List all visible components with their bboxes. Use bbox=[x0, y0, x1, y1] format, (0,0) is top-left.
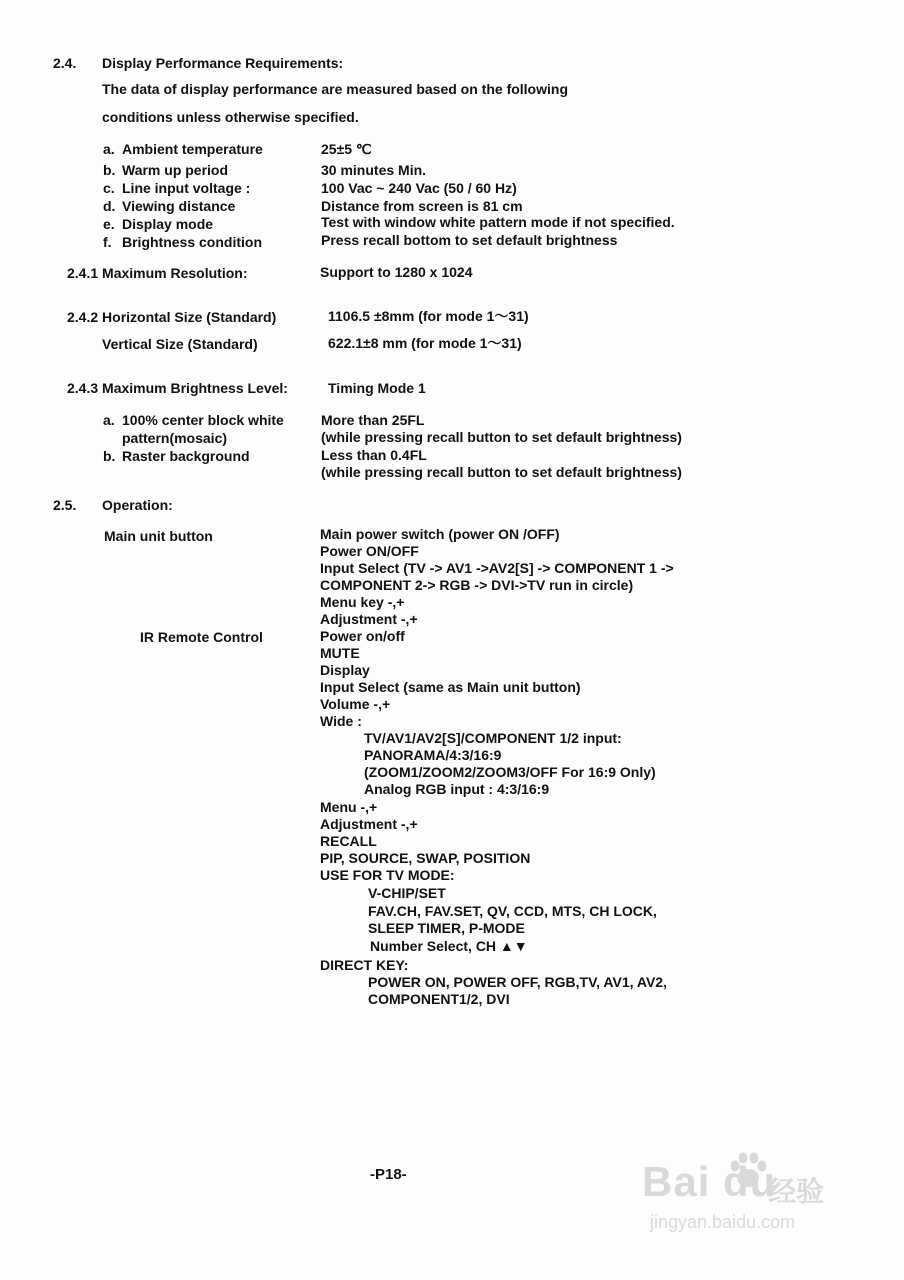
ir-line: Wide : bbox=[320, 713, 362, 729]
ir-line: Menu -,+ bbox=[320, 799, 378, 815]
ir-line: Volume -,+ bbox=[320, 696, 391, 712]
watermark bbox=[642, 1150, 852, 1250]
ir-line: Display bbox=[320, 662, 370, 678]
main-unit-line: Menu key -,+ bbox=[320, 594, 405, 610]
brightness-a-note: (while pressing recall button to set default brightness) bbox=[321, 429, 682, 445]
brightness-a-label-cont: pattern(mosaic) bbox=[122, 430, 228, 446]
brightness-a-letter: a. bbox=[103, 412, 115, 428]
condition-label: Viewing distance bbox=[122, 198, 236, 214]
brightness-a-label: 100% center block white bbox=[122, 412, 284, 428]
tv-mode-line: V-CHIP/SET bbox=[368, 885, 446, 901]
condition-value: 25±5 ℃ bbox=[321, 141, 372, 157]
condition-letter: d. bbox=[103, 198, 116, 214]
section-title-2-5: Operation: bbox=[102, 497, 173, 513]
brightness-b-label: Raster background bbox=[122, 448, 250, 464]
section-number-2-4: 2.4. bbox=[53, 55, 77, 71]
condition-value: Press recall bottom to set default brightness bbox=[321, 232, 618, 248]
brightness-b-note: (while pressing recall button to set default brightness) bbox=[321, 464, 682, 480]
ir-line: Input Select (same as Main unit button) bbox=[320, 679, 581, 695]
condition-label: Brightness condition bbox=[122, 234, 262, 250]
intro-line-2: conditions unless otherwise specified. bbox=[102, 109, 359, 125]
watermark-brand: Bai du bbox=[642, 1158, 777, 1205]
condition-value: 30 minutes Min. bbox=[321, 162, 427, 178]
horizontal-size-label: 2.4.2 Horizontal Size (Standard) bbox=[67, 309, 277, 325]
tv-mode-line: SLEEP TIMER, P-MODE bbox=[368, 920, 525, 936]
intro-line-1: The data of display performance are measured based on the following bbox=[102, 81, 568, 97]
main-unit-line: Adjustment -,+ bbox=[320, 611, 418, 627]
ir-line: USE FOR TV MODE: bbox=[320, 867, 455, 883]
direct-key-label: DIRECT KEY: bbox=[320, 957, 409, 973]
main-unit-line: COMPONENT 2-> RGB -> DVI->TV run in circle) bbox=[320, 577, 634, 593]
condition-letter: b. bbox=[103, 162, 116, 178]
watermark-cn: 经验 bbox=[768, 1176, 825, 1207]
ir-line: PIP, SOURCE, SWAP, POSITION bbox=[320, 850, 531, 866]
ir-line: RECALL bbox=[320, 833, 377, 849]
max-brightness-label: 2.4.3 Maximum Brightness Level: bbox=[67, 380, 288, 396]
brightness-a-value: More than 25FL bbox=[321, 412, 425, 428]
vertical-size-label: Vertical Size (Standard) bbox=[102, 336, 258, 352]
condition-value: Distance from screen is 81 cm bbox=[321, 198, 523, 214]
horizontal-size-value: 1106.5 ±8mm (for mode 1～31) bbox=[328, 308, 529, 324]
wide-line: PANORAMA/4:3/16:9 bbox=[364, 747, 502, 763]
brightness-b-value: Less than 0.4FL bbox=[321, 447, 427, 463]
wide-line: Analog RGB input : 4:3/16:9 bbox=[364, 781, 550, 797]
section-title-2-4: Display Performance Requirements: bbox=[102, 55, 344, 71]
condition-value: Test with window white pattern mode if not specified. bbox=[321, 214, 675, 230]
condition-letter: c. bbox=[103, 180, 115, 196]
watermark-url: jingyan.baidu.com bbox=[650, 1212, 796, 1232]
wide-line: (ZOOM1/ZOOM2/ZOOM3/OFF For 16:9 Only) bbox=[364, 764, 656, 780]
vertical-size-value: 622.1±8 mm (for mode 1～31) bbox=[328, 335, 522, 351]
direct-key-line: POWER ON, POWER OFF, RGB,TV, AV1, AV2, bbox=[368, 974, 667, 990]
condition-letter: e. bbox=[103, 216, 115, 232]
condition-letter: f. bbox=[103, 234, 112, 250]
tv-mode-line: Number Select, CH ▲▼ bbox=[370, 938, 528, 954]
ir-line: MUTE bbox=[320, 645, 360, 661]
direct-key-line: COMPONENT1/2, DVI bbox=[368, 991, 510, 1007]
max-resolution-value: Support to 1280 x 1024 bbox=[320, 264, 473, 280]
main-unit-line: Power ON/OFF bbox=[320, 543, 419, 559]
section-number-2-5: 2.5. bbox=[53, 497, 77, 513]
ir-remote-label: IR Remote Control bbox=[140, 629, 263, 645]
brightness-b-letter: b. bbox=[103, 448, 116, 464]
ir-line: Adjustment -,+ bbox=[320, 816, 418, 832]
main-unit-label: Main unit button bbox=[104, 528, 213, 544]
tv-mode-line: FAV.CH, FAV.SET, QV, CCD, MTS, CH LOCK, bbox=[368, 903, 657, 919]
main-unit-line: Input Select (TV -> AV1 ->AV2[S] -> COMPONENT 1 -> bbox=[320, 560, 674, 576]
max-resolution-label: 2.4.1 Maximum Resolution: bbox=[67, 265, 248, 281]
main-unit-line: Main power switch (power ON /OFF) bbox=[320, 526, 560, 542]
page-number: -P18- bbox=[370, 1166, 407, 1183]
condition-label: Warm up period bbox=[122, 162, 229, 178]
ir-line: Power on/off bbox=[320, 628, 405, 644]
condition-label: Ambient temperature bbox=[122, 141, 263, 157]
max-brightness-value: Timing Mode 1 bbox=[328, 380, 426, 396]
condition-label: Display mode bbox=[122, 216, 214, 232]
condition-letter: a. bbox=[103, 141, 115, 157]
wide-line: TV/AV1/AV2[S]/COMPONENT 1/2 input: bbox=[364, 730, 622, 746]
condition-label: Line input voltage : bbox=[122, 180, 251, 196]
condition-value: 100 Vac ~ 240 Vac (50 / 60 Hz) bbox=[321, 180, 517, 196]
